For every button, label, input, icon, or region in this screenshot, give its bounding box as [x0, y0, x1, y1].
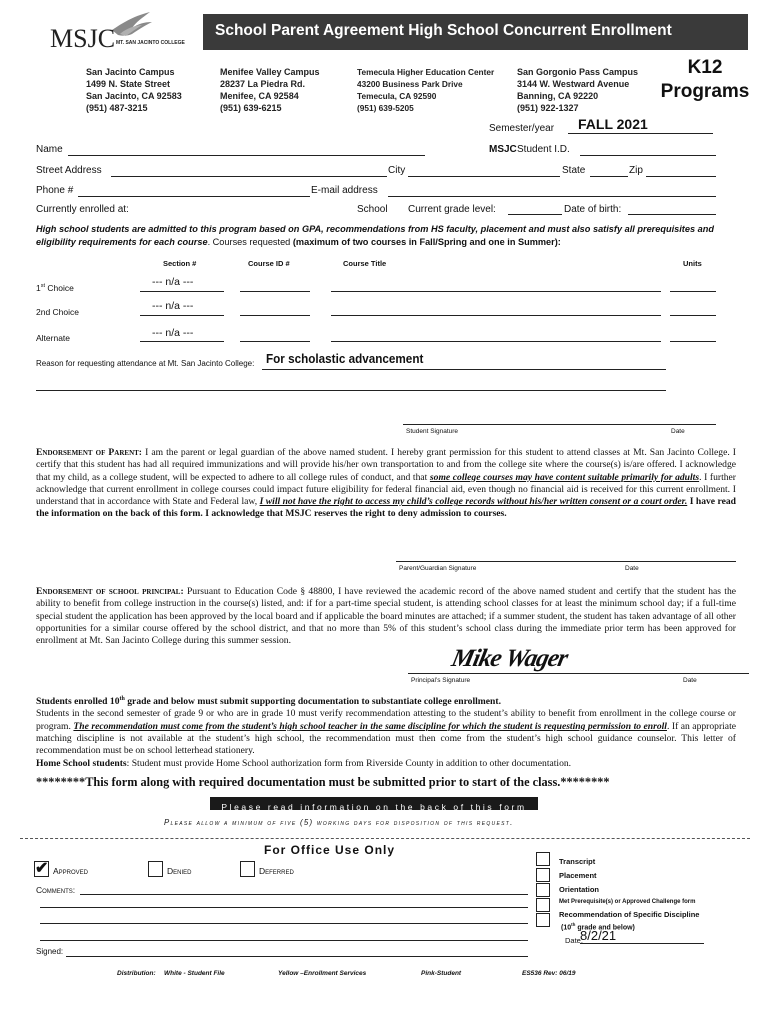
college-logo [46, 8, 196, 58]
school-label: School [357, 204, 388, 215]
tenth-grade-note: (10th grade and below) [561, 922, 635, 932]
comments-label: Comments: [36, 885, 76, 895]
office-date-label: Date: [565, 936, 583, 945]
reason-field-line2[interactable] [36, 390, 666, 391]
recommendation-label: Recommendation of Specific Discipline [559, 910, 700, 919]
student-date-label: Date [671, 428, 685, 435]
transcript-label: Transcript [559, 857, 596, 866]
city-field[interactable] [408, 176, 560, 177]
principal-signature-field[interactable] [408, 673, 749, 674]
comments-field-line4[interactable] [40, 940, 528, 941]
distribution-label: Distribution: [117, 970, 156, 977]
distribution-pink: Pink-Student [421, 970, 462, 977]
principal-signature-label: Principal’s Signature [411, 677, 471, 684]
orientation-label: Orientation [559, 885, 600, 894]
comments-field[interactable] [80, 894, 528, 895]
section-field[interactable] [140, 315, 224, 316]
street-label: Street Address [36, 165, 102, 176]
col-header-units: Units [683, 259, 702, 268]
semester-label: Semester/year [489, 123, 555, 134]
city-label: City [388, 165, 406, 176]
placement-label: Placement [559, 871, 597, 880]
distribution-yellow: Yellow –Enrollment Services [278, 970, 367, 977]
campus-san-jacinto: San Jacinto Campus 1499 N. State Street San Jacinto, CA 92583 (951) 487-3215 [86, 67, 182, 113]
five-days-notice: Please allow a minimum of five (5) working days for disposition of this request. [164, 818, 514, 827]
col-header-course-title: Course Title [343, 259, 387, 268]
signed-label: Signed: [36, 947, 64, 956]
units-field[interactable] [670, 341, 716, 342]
title-banner [203, 14, 748, 50]
dob-field[interactable] [628, 214, 716, 215]
reason-label: Reason for requesting attendance at Mt. San Jacinto College: [36, 359, 255, 368]
section-value[interactable]: --- n/a --- [152, 276, 194, 288]
units-field[interactable] [670, 291, 716, 292]
section-value[interactable]: --- n/a --- [152, 327, 194, 339]
row-label: Alternate [36, 333, 71, 343]
state-label: State [562, 165, 586, 176]
distribution-white: White - Student File [164, 970, 225, 977]
back-of-form-banner: Please read information on the back of this form [210, 797, 538, 810]
approved-checkbox[interactable] [34, 861, 49, 877]
admission-note: High school students are admitted to this program based on GPA, recommendations from HS faculty, placement and must also satisfy all prerequisites and eligibility requirements for each course. Courses requested (maximum of two courses in Fall/Spring and one in Summer): [36, 224, 714, 247]
row-label: 2nd Choice [36, 307, 80, 317]
transcript-checkbox[interactable] [536, 852, 550, 866]
principal-endorsement: Endorsement of school principal: Pursuant to Education Code § 48800, I have reviewed the academic record of the above named student and certify that the student has the ability to benefit from college instruction in the course(s) listed, and: if for a part-time special student, is attending school classes for at least the minimum school day; if a full-time special student the application has been approved by the local board and if applicable the board minutes are attached; if a summer student, the student has taken advantage of all other opportunities for a similar course offered by the school district, and that no more than 5% of this student’s school class during the immediate prior term has been approved for enrollment at Mt. San Jacinto College during this summer session. [36, 586, 736, 647]
row-label: 1st Choice [36, 283, 74, 293]
parent-signature-field[interactable] [396, 561, 736, 562]
placement-checkbox[interactable] [536, 868, 550, 882]
section-value[interactable]: --- n/a --- [152, 300, 194, 312]
course-id-field[interactable] [240, 341, 310, 342]
comments-field-line3[interactable] [40, 923, 528, 924]
campus-san-gorgonio: San Gorgonio Pass Campus 3144 W. Westward Avenue Banning, CA 92220 (951) 922-1327 [517, 67, 639, 113]
denied-checkbox[interactable] [148, 861, 163, 877]
section-field[interactable] [140, 291, 224, 292]
email-label: E-mail address [311, 185, 378, 196]
course-title-field[interactable] [331, 315, 661, 316]
grade-label: Current grade level: [408, 204, 496, 215]
denied-label: Denied [167, 866, 192, 876]
logo-text: MSJC [50, 24, 116, 53]
units-field[interactable] [670, 315, 716, 316]
grade10-notice: Students enrolled 10th grade and below must submit supporting documentation to substantiate college enrollment. Students in the second semester of grade 9 or who are in grade 10 must verify recommendation attesting to the student’s ability to benefit from enrollment in the college course or program. The recommendation must come from the student’s high school teacher in the same discipline for which the student is requesting permission to enroll. If an appropriate matching discipline is not available at the student’s high school, the recommendation must then come from the student’s high school guidance counselor. This letter of recommendation must be on school letterhead stationery. Home School students: Student must provide Home School authorization form from Riverside County in addition to other documentation. [36, 696, 736, 769]
office-date-value[interactable]: 8/2/21 [580, 928, 617, 943]
col-header-section: Section # [163, 259, 197, 268]
office-use-title: For Office Use Only [264, 843, 396, 857]
student-signature-field[interactable] [403, 424, 716, 425]
name-field[interactable] [68, 155, 425, 156]
deferred-label: Deferred [259, 866, 294, 876]
phone-label: Phone # [36, 185, 74, 196]
office-divider [20, 838, 750, 839]
principal-date-label: Date [683, 677, 697, 684]
prerequisite-label: Met Prerequisite(s) or Approved Challenge form [559, 899, 696, 905]
name-label: Name [36, 144, 63, 155]
parent-date-label: Date [625, 565, 639, 572]
phone-field[interactable] [78, 196, 310, 197]
parent-endorsement: Endorsement of Parent: I am the parent or legal guardian of the above named student. I hereby grant permission for this student to attend classes at Mt. San Jacinto College. I certify that this student has had all required immunizations and will provide his/her own transportation to and from the college site where the course(s) is/are offered. I acknowledge that my child, as a college student, will be expected to adhere to all college rules of conduct, and that some college courses may have content suitable primarily for adults. I further acknowledge that current enrollment in college courses could impact future eligibility for federal financial aid, even though no financial aid is received for this current enrollment. I understand that in accordance with State and Federal law, I will not have the right to access my child’s college records without his/her written consent or a court order. I have read the information on the back of this form. I acknowledge that MSJC reserves the right to deny admission to courses. [36, 447, 737, 520]
footer [0, 970, 770, 984]
course-id-field[interactable] [240, 291, 310, 292]
prerequisite-checkbox[interactable] [536, 898, 550, 912]
zip-field[interactable] [646, 176, 716, 177]
campus-temecula: Temecula Higher Education Center 43200 Business Park Drive Temecula, CA 92590 (951) 639-5205 [357, 67, 495, 113]
form-number: ES536 Rev: 06/19 [522, 970, 576, 977]
student-id-label: Student I.D. [517, 144, 570, 155]
street-field[interactable] [111, 176, 387, 177]
enrolled-label: Currently enrolled at: [36, 204, 129, 215]
student-id-field[interactable] [580, 155, 716, 156]
submit-notice: ********This form along with required documentation must be submitted prior to start of the class.******** [36, 775, 610, 789]
recommendation-checkbox[interactable] [536, 913, 550, 927]
parent-signature-label: Parent/Guardian Signature [399, 565, 477, 572]
office-date-field[interactable] [580, 943, 704, 944]
course-id-field[interactable] [240, 315, 310, 316]
course-title-field[interactable] [331, 341, 661, 342]
approved-label: Approved [53, 866, 89, 876]
k12-label: K12 Programs [660, 57, 750, 102]
orientation-checkbox[interactable] [536, 883, 550, 897]
reason-field[interactable] [262, 369, 666, 370]
section-field[interactable] [140, 341, 224, 342]
student-signature-label: Student Signature [406, 428, 459, 435]
zip-label: Zip [629, 165, 643, 176]
col-header-course-id: Course ID # [248, 259, 290, 268]
semester-value[interactable]: FALL 2021 [578, 116, 648, 132]
checkmark-icon: ✔ [35, 860, 49, 877]
student-id-prefix: MSJC [489, 144, 517, 155]
deferred-checkbox[interactable] [240, 861, 255, 877]
page-title: School Parent Agreement High School Concurrent Enrollment [215, 22, 672, 39]
course-title-field[interactable] [331, 291, 661, 292]
state-field[interactable] [590, 176, 628, 177]
reason-value[interactable]: For scholastic advancement [266, 351, 424, 366]
campus-menifee: Menifee Valley Campus 28237 La Piedra Rd. Menifee, CA 92584 (951) 639-6215 [220, 67, 320, 113]
signed-field[interactable] [66, 956, 528, 957]
logo-subtitle: MT. SAN JACINTO COLLEGE [116, 40, 185, 46]
comments-field-line2[interactable] [40, 907, 528, 908]
principal-signature: Mike Wager [449, 645, 570, 672]
email-field[interactable] [388, 196, 716, 197]
dob-label: Date of birth: [564, 204, 622, 215]
grade-field[interactable] [508, 214, 562, 215]
